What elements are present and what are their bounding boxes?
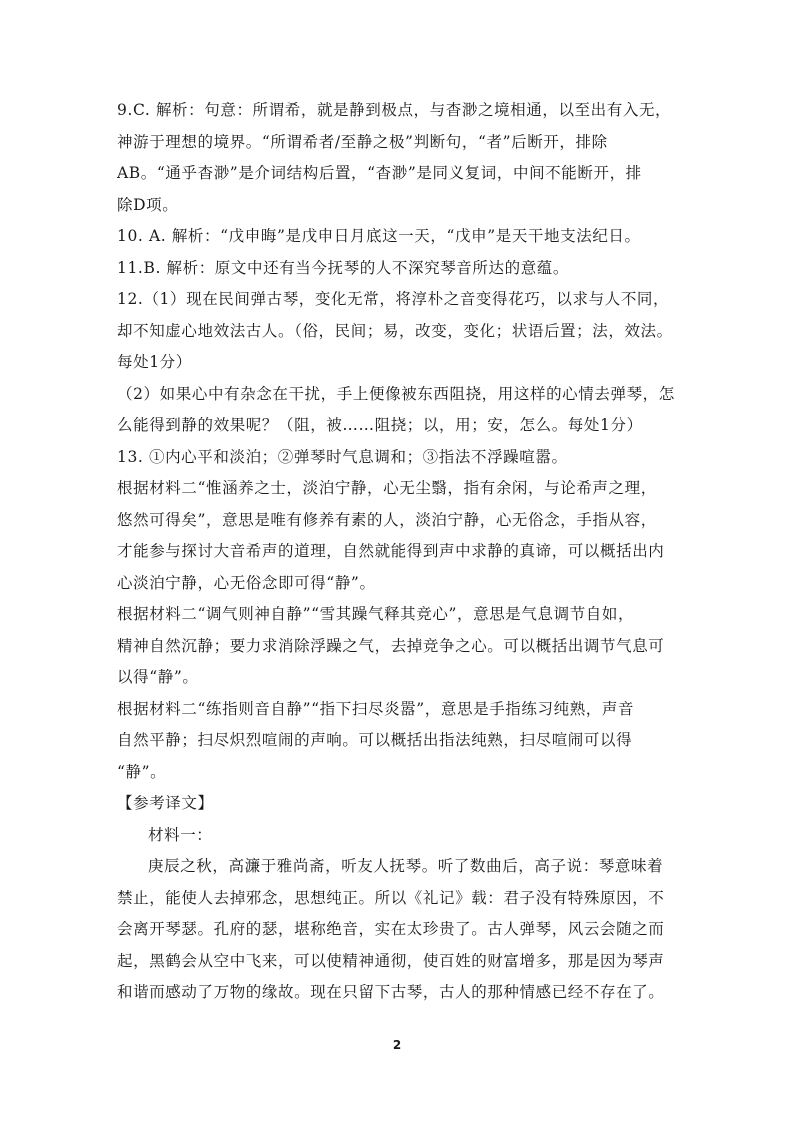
text-line: 会离开琴瑟。孔府的瑟，堪称绝音，实在太珍贵了。古人弹琴，风云会随之而 — [117, 920, 665, 938]
text-line: 起，黑鹤会从空中飞来，可以使精神通彻，使百姓的财富增多，那是因为琴声 — [117, 951, 665, 970]
text-line: 根据材料二“练指则音自静”“指下扫尽炎嚣”，意思是手指练习纯熟，声音 — [117, 699, 635, 718]
text-line: 13. ①内心平和淡泊；②弹琴时气息调和；③指法不浮躁喧嚣。 — [117, 447, 568, 466]
subsection-label: 材料一： — [148, 825, 213, 844]
text-line: 悠然可得矣”，意思是唯有修养有素的人，淡泊宁静，心无俗念，手指从容， — [117, 510, 657, 529]
text-line: 根据材料二“调气则神自静”“雪其躁气释其竞心”，意思是气息调节自如， — [117, 605, 635, 623]
page-number: 2 — [392, 1038, 402, 1052]
answer-explanation-text — [117, 95, 677, 1009]
text-line: 根据材料二“惟涵养之士，淡泊宁静，心无尘翳，指有余闲，与论希声之理， — [117, 479, 657, 497]
text-line: 精神自然沉静；要力求消除浮躁之气，去掉竞争之心。可以概括出调节气息可 — [117, 636, 665, 655]
text-line: 却不知虚心地效法古人。（俗，民间；易，改变，变化；状语后置；法，效法。 — [117, 321, 673, 340]
text-line: 禁止，能使人去掉邪念，思想纯正。所以《礼记》载：君子没有特殊原因，不 — [117, 888, 665, 907]
text-line: 心淡泊宁静，心无俗念即可得“静”。 — [117, 573, 376, 592]
text-line: 和谐而感动了万物的缘故。现在只留下古琴，古人的那种情感已经不存在了。 — [117, 983, 665, 1001]
text-line: （2）如果心中有杂念在干扰，手上便像被东西阻挠，用这样的心情去弹琴，怎 — [117, 384, 675, 403]
text-line: 神游于理想的境界。“所谓希者/至静之极”判断句，“者”后断开，排除 — [117, 132, 608, 151]
text-line: 才能参与探讨大音希声的道理，自然就能得到声中求静的真谛，可以概括出内 — [117, 542, 665, 560]
text-line: 10. A. 解析：“戊申晦”是戊申日月底这一天，“戊申”是天干地支法纪日。 — [117, 227, 641, 245]
text-line: 除D项。 — [117, 195, 179, 214]
text-line: 以得“静”。 — [117, 668, 199, 686]
section-heading: 【参考译文】 — [117, 794, 214, 812]
text-line: 自然平静；扫尽炽烈喧闹的声响。可以概括出指法纯熟，扫尽喧闹可以得 — [117, 731, 633, 749]
text-line: AB。“通乎杳渺”是介词结构后置，“杳渺”是同义复词，中间不能断开，排 — [117, 164, 642, 182]
text-line: 11.B. 解析：原文中还有当今抚琴的人不深究琴音所达的意蕴。 — [117, 258, 569, 277]
text-line: “静”。 — [117, 762, 167, 781]
text-line: 庚辰之秋，高濂于雅尚斋，听友人抚琴。听了数曲后，高子说：琴意味着 — [148, 857, 664, 875]
text-line: 每处1分） — [117, 353, 192, 371]
text-line: 9.C. 解析：句意：所谓希，就是静到极点，与杳渺之境相通，以至出有入无， — [117, 101, 672, 119]
text-line: 么能得到静的效果呢？（阻，被……阻挠；以，用；安，怎么。每处1分） — [117, 416, 643, 434]
text-line: 12.（1）现在民间弹古琴，变化无常，将淳朴之音变得花巧，以求与人不同， — [117, 290, 670, 308]
